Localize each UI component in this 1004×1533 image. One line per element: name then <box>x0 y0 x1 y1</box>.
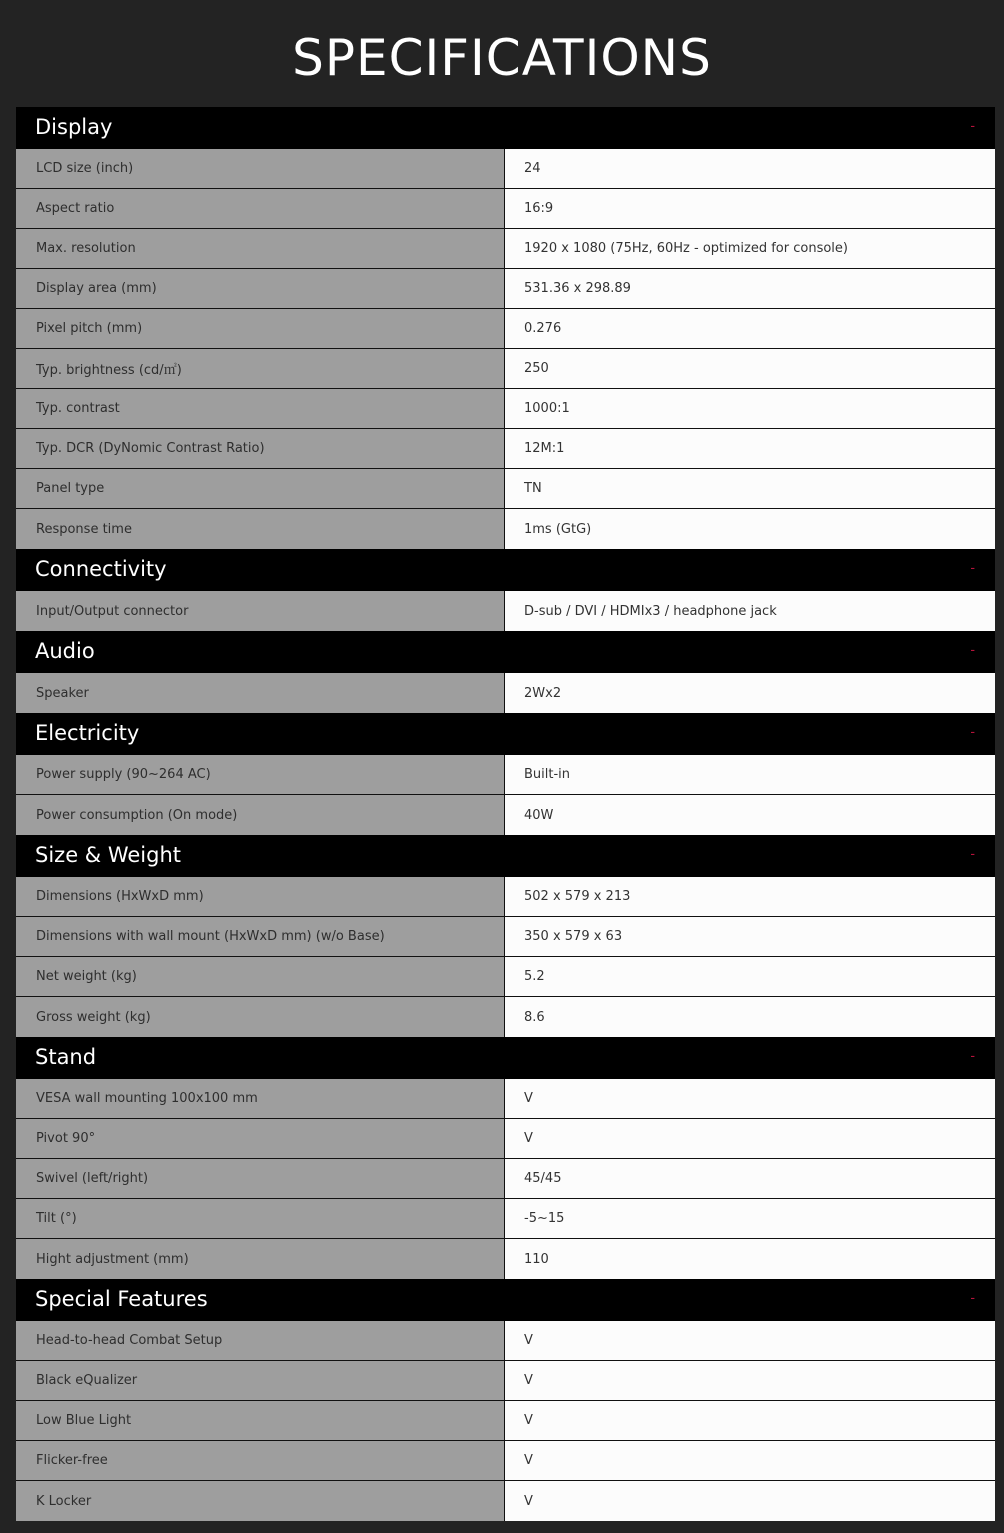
spec-row <box>16 755 995 795</box>
spec-row <box>16 469 995 509</box>
spec-row <box>16 673 995 713</box>
spec-section <box>16 631 995 713</box>
spec-section <box>16 1037 995 1279</box>
spec-value: V <box>505 1079 995 1118</box>
spec-value: V <box>505 1441 995 1480</box>
spec-value: 250 <box>505 349 995 388</box>
section-title: Display <box>35 115 113 139</box>
spec-label: Flicker-free <box>16 1441 505 1480</box>
section-title: Connectivity <box>35 557 167 581</box>
spec-row <box>16 795 995 835</box>
section-header[interactable] <box>16 631 995 673</box>
spec-row <box>16 349 995 389</box>
section-title: Electricity <box>35 721 140 745</box>
section-header[interactable] <box>16 549 995 591</box>
spec-row <box>16 1079 995 1119</box>
spec-section <box>16 835 995 1037</box>
spec-value: 502 x 579 x 213 <box>505 877 995 916</box>
spec-value: 350 x 579 x 63 <box>505 917 995 956</box>
spec-label: Gross weight (kg) <box>16 997 505 1037</box>
section-title: Special Features <box>35 1287 208 1311</box>
spec-value: 12M:1 <box>505 429 995 468</box>
spec-value: 1920 x 1080 (75Hz, 60Hz - optimized for console) <box>505 229 995 268</box>
spec-value: 0.276 <box>505 309 995 348</box>
spec-value: V <box>505 1361 995 1400</box>
spec-row <box>16 877 995 917</box>
spec-value: V <box>505 1321 995 1360</box>
section-title: Size & Weight <box>35 843 181 867</box>
spec-value: 1ms (GtG) <box>505 509 995 549</box>
spec-value: V <box>505 1401 995 1440</box>
spec-label: Low Blue Light <box>16 1401 505 1440</box>
section-header[interactable] <box>16 713 995 755</box>
collapse-icon[interactable]: - <box>970 117 975 133</box>
spec-value: 45/45 <box>505 1159 995 1198</box>
collapse-icon[interactable]: - <box>970 723 975 739</box>
spec-value: 531.36 x 298.89 <box>505 269 995 308</box>
spec-label: Aspect ratio <box>16 189 505 228</box>
spec-value: V <box>505 1119 995 1158</box>
spec-value: D-sub / DVI / HDMIx3 / headphone jack <box>505 591 995 631</box>
spec-row <box>16 1361 995 1401</box>
spec-label: Typ. DCR (DyNomic Contrast Ratio) <box>16 429 505 468</box>
spec-value: Built-in <box>505 755 995 794</box>
section-header[interactable] <box>16 835 995 877</box>
spec-row <box>16 1481 995 1521</box>
spec-section <box>16 1279 995 1521</box>
collapse-icon[interactable]: - <box>970 845 975 861</box>
spec-label: Swivel (left/right) <box>16 1159 505 1198</box>
spec-row <box>16 189 995 229</box>
spec-label: LCD size (inch) <box>16 149 505 188</box>
spec-row <box>16 917 995 957</box>
spec-row <box>16 389 995 429</box>
spec-row <box>16 309 995 349</box>
spec-label: Max. resolution <box>16 229 505 268</box>
spec-section <box>16 107 995 549</box>
spec-value: 8.6 <box>505 997 995 1037</box>
spec-label: Black eQualizer <box>16 1361 505 1400</box>
spec-label: Typ. contrast <box>16 389 505 428</box>
spec-value: 16:9 <box>505 189 995 228</box>
spec-value: -5~15 <box>505 1199 995 1238</box>
spec-label: K Locker <box>16 1481 505 1521</box>
section-header[interactable] <box>16 107 995 149</box>
spec-label: Power supply (90~264 AC) <box>16 755 505 794</box>
spec-label: Net weight (kg) <box>16 957 505 996</box>
section-title: Audio <box>35 639 95 663</box>
spec-label: Pixel pitch (mm) <box>16 309 505 348</box>
spec-label: Head-to-head Combat Setup <box>16 1321 505 1360</box>
spec-row <box>16 957 995 997</box>
spec-row <box>16 429 995 469</box>
collapse-icon[interactable]: - <box>970 641 975 657</box>
spec-row <box>16 1119 995 1159</box>
spec-value: 5.2 <box>505 957 995 996</box>
spec-section <box>16 713 995 835</box>
spec-row <box>16 997 995 1037</box>
spec-label: Tilt (°) <box>16 1199 505 1238</box>
spec-label: Response time <box>16 509 505 549</box>
collapse-icon[interactable]: - <box>970 1289 975 1305</box>
section-header[interactable] <box>16 1279 995 1321</box>
spec-label: Dimensions (HxWxD mm) <box>16 877 505 916</box>
collapse-icon[interactable]: - <box>970 559 975 575</box>
spec-value: 40W <box>505 795 995 835</box>
spec-label: Input/Output connector <box>16 591 505 631</box>
spec-value: TN <box>505 469 995 508</box>
spec-value: 110 <box>505 1239 995 1279</box>
spec-label: Dimensions with wall mount (HxWxD mm) (w/o Base) <box>16 917 505 956</box>
spec-label: VESA wall mounting 100x100 mm <box>16 1079 505 1118</box>
spec-row <box>16 1321 995 1361</box>
spec-row <box>16 1401 995 1441</box>
page-title: SPECIFICATIONS <box>292 28 712 87</box>
spec-label: Speaker <box>16 673 505 713</box>
spec-label: Hight adjustment (mm) <box>16 1239 505 1279</box>
spec-label: Panel type <box>16 469 505 508</box>
spec-row <box>16 229 995 269</box>
spec-row <box>16 1441 995 1481</box>
spec-row <box>16 591 995 631</box>
spec-table <box>16 107 995 1521</box>
section-title: Stand <box>35 1045 97 1069</box>
spec-row <box>16 1199 995 1239</box>
section-header[interactable] <box>16 1037 995 1079</box>
spec-row <box>16 269 995 309</box>
spec-value: 24 <box>505 149 995 188</box>
collapse-icon[interactable]: - <box>970 1047 975 1063</box>
spec-label: Pivot 90° <box>16 1119 505 1158</box>
spec-value: V <box>505 1481 995 1521</box>
spec-value: 1000:1 <box>505 389 995 428</box>
spec-row <box>16 1159 995 1199</box>
spec-label: Power consumption (On mode) <box>16 795 505 835</box>
spec-row <box>16 149 995 189</box>
spec-label: Typ. brightness (cd/㎡) <box>16 349 505 388</box>
spec-row <box>16 509 995 549</box>
spec-value: 2Wx2 <box>505 673 995 713</box>
spec-label: Display area (mm) <box>16 269 505 308</box>
spec-row <box>16 1239 995 1279</box>
spec-section <box>16 549 995 631</box>
